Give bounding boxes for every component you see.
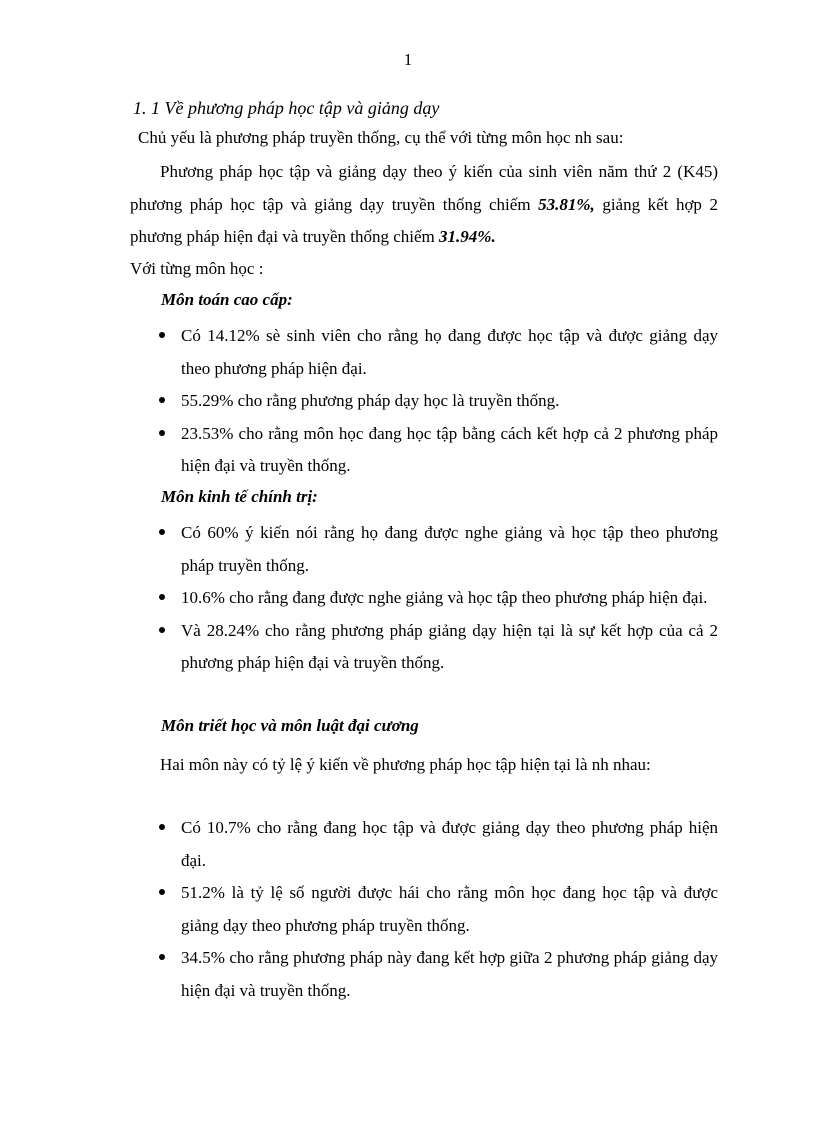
page-number: 1: [403, 50, 413, 69]
percent-traditional: 53.81%,: [538, 194, 595, 214]
bullet-icon: [159, 430, 165, 436]
subheading-math: Môn toán cao cấp:: [161, 290, 293, 309]
bullet-icon: [159, 954, 165, 960]
intro-line: Chủ yếu là phương pháp truyền thống, cụ thể với từng môn học nh sau:: [138, 128, 624, 147]
percent-combined: 31.94%.: [439, 227, 496, 246]
list-math: [157, 320, 718, 483]
bullet-icon: [159, 824, 165, 830]
bullet-icon: [159, 594, 165, 600]
list-item: Và 28.24% cho rằng phương pháp giảng dạy hiện tại là sự kết hợp của cả 2 phương pháp hiện đại và truyền thống.: [157, 615, 718, 680]
lead-line: Với từng môn học :: [130, 259, 264, 278]
list-item: 34.5% cho rằng phương pháp này đang kết hợp giữa 2 phương pháp giảng dạy hiện đại và truyền thống.: [157, 942, 718, 1007]
section-heading: 1. 1 Về phương pháp học tập và giảng dạy: [133, 98, 440, 118]
bullet-icon: [159, 889, 165, 895]
paragraph-summary: [130, 156, 718, 254]
bullet-icon: [159, 332, 165, 338]
list-item: Có 60% ý kiến nói rằng họ đang được nghe giảng và học tập theo phương pháp truyền thống.: [157, 517, 718, 582]
list-politics: [157, 517, 718, 680]
list-item: Có 10.7% cho rằng đang học tập và được giảng dạy theo phương pháp hiện đại.: [157, 812, 718, 877]
list-item: 23.53% cho rằng môn học đang học tập bằng cách kết hợp cả 2 phương pháp hiện đại và truyền thống.: [157, 418, 718, 483]
paragraph-text-a: Phương pháp học tập và giảng dạy theo ý kiến của sinh viên năm thứ 2 (K45) phương pháp học tập và giảng dạy truyền thống chiếm: [130, 162, 718, 214]
bullet-icon: [159, 627, 165, 633]
list-philosophy-law: [157, 812, 718, 1007]
subheading-philosophy-law: Môn triết học và môn luật đại cương: [161, 716, 419, 735]
bullet-icon: [159, 529, 165, 535]
list-item: 55.29% cho rằng phương pháp dạy học là truyền thống.: [157, 385, 718, 418]
bullet-icon: [159, 397, 165, 403]
paragraph-text-b: giảng kết hợp 2 phương pháp hiện đại và truyền thống chiếm: [130, 194, 718, 246]
subheading-politics: Môn kinh tế chính trị:: [161, 487, 318, 506]
list-item: Có 14.12% sè sinh viên cho rằng họ đang được học tập và được giảng dạy theo phương pháp hiện đại.: [157, 320, 718, 385]
paragraph-two-subjects: Hai môn này có tỷ lệ ý kiến về phương pháp học tập hiện tại là nh nhau:: [160, 755, 651, 774]
list-item: 10.6% cho rằng đang được nghe giảng và học tập theo phương pháp hiện đại.: [157, 582, 718, 615]
list-item: 51.2% là tỷ lệ số người được hái cho rằng môn học đang học tập và được giảng dạy theo phương pháp truyền thống.: [157, 877, 718, 942]
